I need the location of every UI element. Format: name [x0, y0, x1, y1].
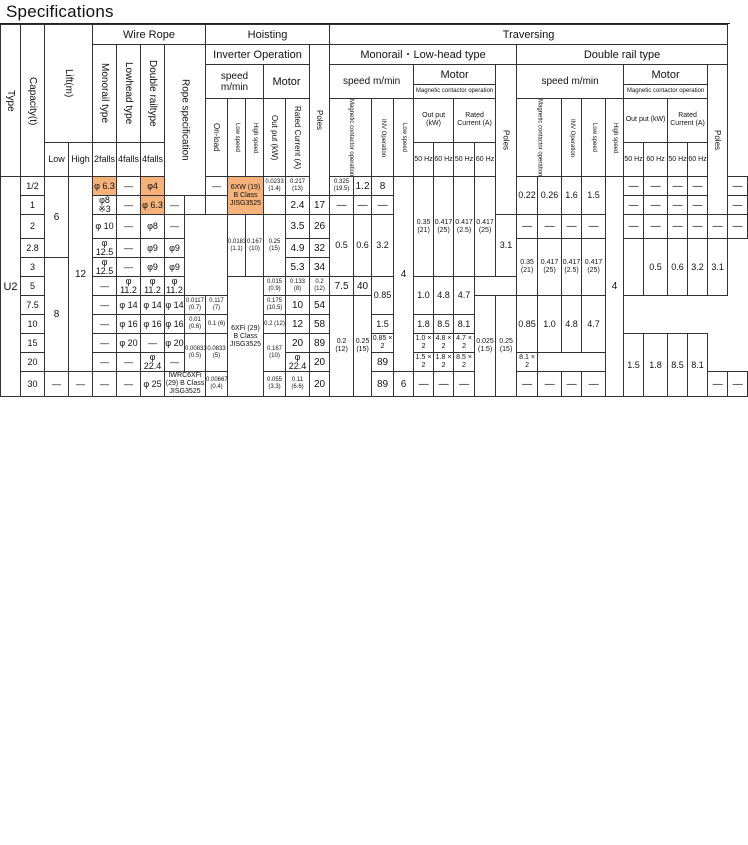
body-cell: 0.133 (8)	[286, 277, 310, 296]
body-cell: 4.7	[582, 296, 606, 353]
body-cell: 1.0	[538, 296, 562, 353]
header-cell: Rated Current (A)	[286, 99, 310, 177]
header-cell: Low speed	[228, 99, 246, 177]
header-cell: Magnetic contactor operation	[517, 99, 562, 177]
body-cell: —	[93, 277, 117, 296]
body-cell: 1.5	[624, 334, 644, 397]
header-cell: Inverter Operation	[206, 45, 310, 65]
body-cell: 2	[21, 215, 45, 239]
body-cell: 6	[394, 372, 414, 397]
body-cell: 20	[286, 334, 310, 353]
header-cell: 60 Hz	[475, 142, 496, 177]
body-cell: φ 14	[165, 296, 185, 315]
body-cell: 0.2 (12)	[330, 296, 354, 397]
body-cell: 4.7	[454, 277, 475, 315]
body-cell: —	[93, 296, 117, 315]
body-cell: 58	[310, 315, 330, 334]
header-cell: Capacity(t)	[21, 25, 45, 177]
body-cell: —	[728, 196, 748, 215]
body-cell: 20	[21, 353, 45, 372]
body-cell: φ 22.4	[286, 353, 310, 372]
header-cell: Motor	[264, 65, 310, 99]
header-cell: 60 Hz	[434, 142, 454, 177]
body-cell: —	[454, 372, 475, 397]
body-cell: 1.6	[562, 177, 582, 215]
body-cell: 0.01 (0.6)	[185, 315, 206, 334]
body-cell: 1.8	[414, 315, 434, 334]
body-cell: —	[93, 334, 117, 353]
body-cell: 3.1	[708, 239, 728, 296]
body-cell: 89	[372, 372, 394, 397]
header-cell: Double rail type	[517, 45, 728, 65]
body-cell: φ 11.2	[117, 277, 141, 296]
header-row	[1, 25, 748, 45]
body-cell: 8	[45, 258, 69, 372]
body-row	[1, 177, 748, 196]
body-cell: 4.7 × 2	[454, 334, 475, 353]
body-cell: 0.22	[517, 177, 538, 215]
body-cell: φ 16	[141, 315, 165, 334]
body-cell: 1/2	[21, 177, 45, 196]
body-cell: φ 20	[165, 334, 185, 353]
body-row	[1, 334, 748, 353]
body-cell: —	[644, 215, 668, 239]
body-cell: φ 14	[117, 296, 141, 315]
body-cell: 0.25 (15)	[354, 296, 372, 397]
body-cell: 0.217 (13)	[286, 177, 310, 196]
specifications-table	[0, 24, 748, 397]
body-cell: 6XFi (29) B Class JISG3525	[228, 277, 264, 397]
body-cell: —	[93, 353, 117, 372]
body-cell: —	[728, 215, 748, 239]
body-row	[1, 196, 748, 215]
header-cell: speed m/min	[517, 65, 624, 99]
body-cell: φ4	[141, 177, 165, 196]
body-cell: IWRC6XFi (29) B Class JISG3525	[165, 372, 205, 396]
body-cell: 17	[310, 196, 330, 215]
body-cell: φ 14	[141, 296, 165, 315]
body-cell: —	[117, 258, 141, 277]
body-cell: φ9	[165, 258, 185, 277]
header-cell: Hoisting	[206, 25, 330, 45]
header-cell: High speed	[606, 99, 624, 177]
body-cell: 0.417 (2.5)	[562, 239, 582, 296]
body-cell: 0.85	[372, 277, 394, 315]
body-cell: 12	[69, 177, 93, 372]
body-cell: —	[330, 196, 354, 215]
header-cell: Lift(m)	[45, 25, 93, 143]
body-cell: 0.417 (25)	[475, 177, 496, 277]
body-cell: 1	[21, 196, 45, 215]
body-cell: φ 6.3	[141, 196, 165, 215]
body-cell: —	[372, 196, 394, 215]
body-cell: 34	[310, 258, 330, 277]
body-cell: 0.5	[330, 215, 354, 277]
header-cell: Out put (kW)	[264, 99, 286, 177]
body-cell: 0.00833 (0.5)	[185, 334, 206, 372]
body-cell: 8.5 × 2	[454, 353, 475, 372]
body-cell: 1.8	[644, 334, 668, 397]
body-cell: 1.8 × 2	[434, 353, 454, 372]
body-cell: —	[582, 215, 606, 239]
body-cell: 89	[372, 353, 394, 372]
body-cell: 3.5	[286, 215, 310, 239]
body-cell: 1.0	[414, 277, 434, 315]
body-cell: 12	[286, 315, 310, 334]
body-cell: —	[93, 315, 117, 334]
body-cell	[185, 215, 228, 296]
body-cell: —	[668, 196, 688, 215]
body-cell: φ 11.2	[166, 276, 183, 296]
body-cell: φ 11.2	[141, 277, 165, 296]
body-cell: 0.167 (10)	[246, 215, 264, 277]
body-cell: —	[708, 215, 728, 239]
header-cell: Magnetic contactor operation	[330, 99, 372, 177]
header-cell: Lowhead type	[117, 45, 141, 143]
body-cell: 0.175 (10.5)	[264, 296, 286, 315]
body-cell: 8.1	[688, 334, 708, 397]
body-cell: —	[165, 215, 185, 239]
header-cell: Poles	[708, 65, 728, 215]
header-cell: Double railtype	[141, 45, 165, 143]
body-cell: 3.2	[688, 239, 708, 296]
header-cell: Traversing	[330, 25, 728, 45]
body-cell: —	[354, 196, 372, 215]
body-cell: 0.025 (1.5)	[475, 296, 496, 397]
body-cell: 0.35 (21)	[414, 177, 434, 277]
body-cell: —	[562, 215, 582, 239]
header-cell: 2falls	[93, 142, 117, 177]
body-cell	[206, 196, 228, 215]
body-cell: 54	[310, 296, 330, 315]
body-cell: 0.0833 (5)	[206, 334, 228, 372]
body-cell: —	[165, 353, 185, 372]
body-cell: 6XW (19) B Class JISG3525	[228, 177, 264, 215]
body-cell: 4.8 × 2	[434, 334, 454, 353]
body-cell: 5	[21, 277, 45, 296]
header-cell: INV Operation	[372, 99, 394, 177]
body-cell: 10	[286, 296, 310, 315]
body-cell: 0.417 (25)	[434, 177, 454, 277]
header-cell: Poles	[496, 65, 517, 215]
body-cell: —	[668, 177, 688, 196]
header-row	[1, 45, 748, 65]
header-cell: Magnetic contactor operation	[414, 85, 496, 99]
body-cell: 1.2	[354, 177, 372, 196]
body-cell: 0.015 (0.9)	[264, 277, 286, 296]
body-cell: 0.35 (21)	[517, 239, 538, 296]
body-cell: 3.1	[496, 215, 517, 277]
body-cell	[624, 239, 644, 296]
header-cell: On-load	[206, 99, 228, 177]
body-cell: φ 16	[165, 315, 185, 334]
body-cell: φ 16	[117, 315, 141, 334]
header-cell: High	[69, 142, 93, 177]
body-cell: 0.417 (25)	[538, 239, 562, 296]
body-cell: 8.5	[434, 315, 454, 334]
body-cell: 6	[45, 177, 69, 258]
body-cell: 0.85	[517, 296, 538, 353]
body-cell: φ 12.5	[93, 258, 117, 277]
header-cell: speed m/min	[206, 65, 264, 99]
page-title: Specifications	[0, 0, 730, 24]
header-cell: Out put (kW)	[624, 99, 668, 143]
body-cell: 8.5	[668, 334, 688, 397]
header-cell: High speed	[246, 99, 264, 177]
body-cell: φ 12.5	[93, 239, 117, 258]
body-cell: φ9	[141, 258, 165, 277]
body-cell: 0.5	[644, 239, 668, 296]
body-cell: —	[69, 372, 93, 397]
body-cell: 1.5	[372, 315, 394, 334]
body-cell: 20	[310, 353, 330, 372]
body-cell	[264, 196, 286, 215]
body-cell: 26	[310, 215, 330, 239]
header-cell: Type	[1, 25, 21, 177]
header-cell: 50 Hz	[414, 142, 434, 177]
body-cell: φ 10	[93, 215, 117, 239]
body-row	[1, 215, 748, 239]
body-cell: —	[668, 215, 688, 239]
header-cell: Monorail・Low-head type	[330, 45, 517, 65]
header-cell: Poles	[310, 45, 330, 196]
header-cell: Motor	[414, 65, 496, 85]
body-cell: 40	[354, 277, 372, 296]
body-cell: 10	[21, 315, 45, 334]
header-cell: Low speed	[394, 99, 414, 177]
body-cell: —	[538, 215, 562, 239]
body-cell: 0.167 (10)	[264, 334, 286, 372]
body-cell: 8	[372, 177, 394, 196]
body-cell: 4	[394, 177, 414, 372]
body-cell: 7.5	[330, 277, 354, 296]
body-cell: φ9	[165, 239, 185, 258]
body-cell: —	[688, 196, 708, 215]
body-cell: 0.0117 (0.7)	[185, 296, 206, 315]
header-cell: INV Operation	[562, 99, 582, 177]
body-cell: 2.8	[21, 239, 45, 258]
header-cell: Low speed	[582, 99, 606, 177]
body-cell: —	[93, 372, 117, 397]
body-cell: 7.5	[21, 296, 45, 315]
body-cell: —	[434, 372, 454, 397]
body-cell: 3	[21, 258, 45, 277]
body-cell: φ9	[141, 239, 165, 258]
header-cell: 4falls	[141, 142, 165, 177]
header-cell: Out put (kW)	[414, 99, 454, 143]
body-cell: 0.85 × 2	[372, 334, 394, 353]
body-cell: 4.8	[562, 296, 582, 353]
body-cell: φ8	[141, 215, 165, 239]
body-cell: φ 25	[141, 372, 165, 397]
header-cell: 50 Hz	[668, 142, 688, 177]
header-cell: Low	[45, 142, 69, 177]
body-cell: 1.0 × 2	[414, 334, 434, 353]
body-cell: —	[517, 215, 538, 239]
body-cell: 3.2	[372, 215, 394, 277]
header-cell: 50 Hz	[454, 142, 475, 177]
body-cell: —	[644, 177, 668, 196]
body-cell: 0.6	[354, 215, 372, 277]
body-cell: φ 6.3	[93, 177, 117, 196]
header-cell: 50 Hz	[624, 142, 644, 177]
header-cell: 60 Hz	[644, 142, 668, 177]
header-cell: Motor	[624, 65, 708, 85]
header-cell: 4falls	[117, 142, 141, 177]
body-cell: 0.417 (25)	[582, 239, 606, 296]
body-cell: 0.2 (12)	[264, 315, 286, 334]
body-cell: φ 22.4	[141, 353, 165, 372]
body-cell: —	[206, 177, 228, 196]
body-cell: 32	[310, 239, 330, 258]
body-cell: 4.9	[286, 239, 310, 258]
body-cell: 8.1 × 2	[517, 353, 538, 372]
body-cell: —	[728, 177, 748, 196]
body-cell: —	[688, 177, 708, 196]
body-cell: U2	[1, 177, 21, 397]
body-cell: 0.325 (19.5)	[330, 177, 354, 196]
body-cell: 2.4	[286, 196, 310, 215]
body-cell: —	[688, 215, 708, 239]
body-cell: —	[624, 196, 644, 215]
header-cell: Rated Current (A)	[668, 99, 708, 143]
body-cell: 20	[310, 372, 330, 397]
header-cell: speed m/min	[330, 65, 414, 99]
body-cell: —	[165, 196, 185, 215]
body-cell: 4.8	[434, 277, 454, 315]
body-cell: —	[624, 177, 644, 196]
header-cell: Rope specification	[165, 45, 206, 196]
body-cell: φ8 ※3	[93, 196, 117, 215]
body-cell: —	[45, 372, 69, 397]
body-cell: —	[562, 372, 582, 397]
body-cell: —	[117, 196, 141, 215]
body-cell: 0.6	[668, 239, 688, 296]
body-cell: φ 20	[117, 334, 141, 353]
body-cell: —	[517, 372, 538, 397]
body-cell: 0.00667 (0.4)	[206, 372, 228, 397]
body-cell: 0.25 (15)	[264, 215, 286, 277]
body-cell: 0.11 (6.6)	[286, 372, 310, 397]
body-cell: 5.3	[286, 258, 310, 277]
body-cell: 0.417 (2.5)	[454, 177, 475, 277]
body-cell: 4	[606, 177, 624, 397]
header-cell: Monorail type	[93, 45, 117, 143]
body-cell: 89	[310, 334, 330, 353]
body-cell: 0.1 (6)	[206, 315, 228, 334]
body-cell: —	[624, 215, 644, 239]
body-cell: —	[117, 239, 141, 258]
body-cell: 0.055 (3.3)	[264, 372, 286, 397]
body-cell: 1.5	[582, 177, 606, 215]
body-cell: —	[141, 334, 165, 353]
header-cell: 60 Hz	[688, 142, 708, 177]
body-cell: 1.5 × 2	[414, 353, 434, 372]
header-cell: Rated Current (A)	[454, 99, 496, 143]
header-cell: Wire Rope	[93, 25, 206, 45]
body-cell: —	[708, 372, 728, 397]
body-cell: 0.26	[538, 177, 562, 215]
body-cell: 0.25 (15)	[496, 296, 517, 397]
body-cell: 0.2 (12)	[310, 277, 330, 296]
body-cell: —	[117, 177, 141, 196]
body-cell	[185, 196, 206, 215]
body-cell: —	[538, 372, 562, 397]
body-cell: 8.1	[454, 315, 475, 334]
body-row	[1, 315, 748, 334]
body-cell: 0.0183 (1.1)	[228, 215, 246, 277]
body-cell: —	[414, 372, 434, 397]
body-cell: 0.117 (7)	[206, 296, 228, 315]
body-cell: —	[644, 196, 668, 215]
body-cell: 15	[21, 334, 45, 353]
body-cell: —	[117, 215, 141, 239]
body-cell: —	[728, 372, 748, 397]
body-cell: —	[117, 353, 141, 372]
header-cell: Magnetic contactor operation	[624, 85, 708, 99]
body-cell: —	[117, 372, 141, 397]
body-cell: 0.0233 (1.4)	[264, 177, 286, 196]
body-cell: 30	[21, 372, 45, 397]
body-cell: —	[582, 372, 606, 397]
